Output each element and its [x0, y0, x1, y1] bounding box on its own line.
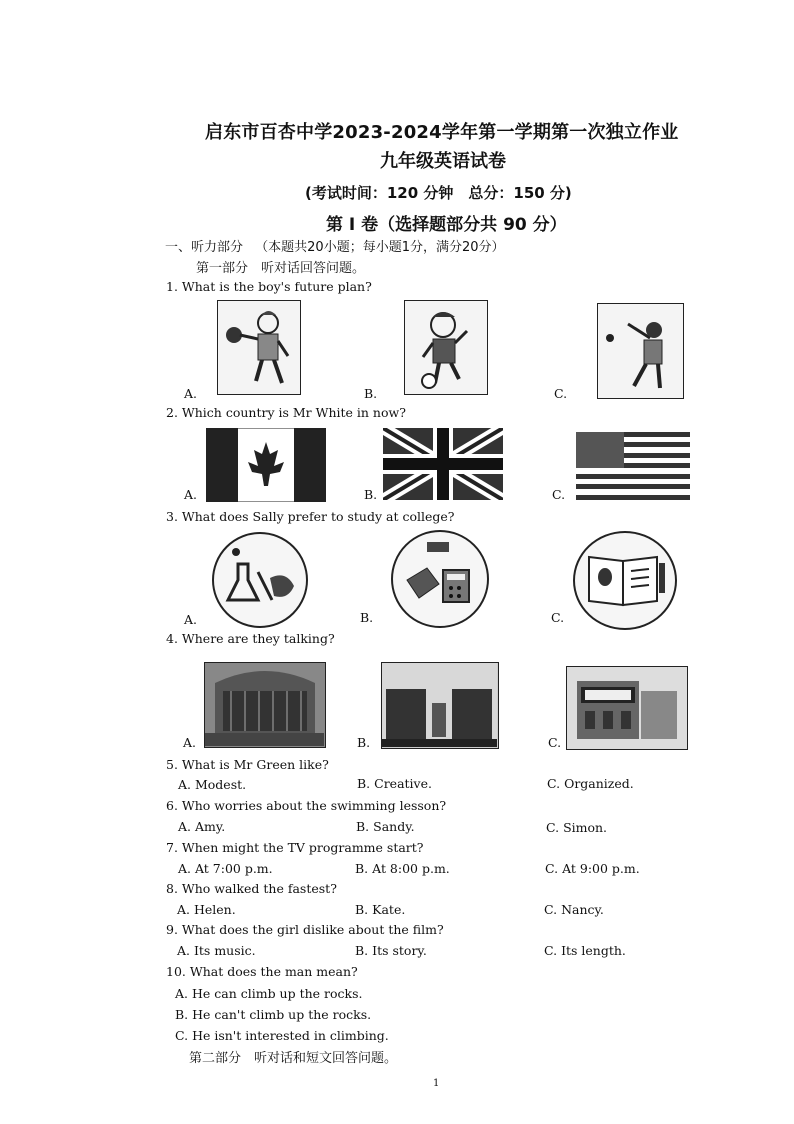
q2-label-c: C.	[552, 487, 566, 502]
question-10: 10. What does the man mean?	[166, 964, 358, 979]
q10-option-a[interactable]: A. He can climb up the rocks.	[175, 986, 363, 1001]
q7-option-b[interactable]: B. At 8:00 p.m.	[355, 861, 450, 876]
cinema-building-image	[566, 666, 688, 750]
question-2: 2. Which country is Mr White in now?	[166, 405, 406, 420]
q3-label-b: B.	[360, 610, 374, 625]
q7-option-c[interactable]: C. At 9:00 p.m.	[545, 861, 640, 876]
q10-option-b[interactable]: B. He can't climb up the rocks.	[175, 1007, 372, 1022]
science-icon-image	[212, 532, 308, 628]
q9-option-b[interactable]: B. Its story.	[355, 943, 427, 958]
q5-option-b[interactable]: B. Creative.	[357, 776, 432, 791]
part1-heading: 第一部分 听对话回答问题。	[196, 261, 366, 276]
question-8: 8. Who walked the fastest?	[166, 881, 337, 896]
q4-label-b: B.	[357, 735, 371, 750]
q3-label-a: A.	[184, 612, 198, 627]
q8-option-a[interactable]: A. Helen.	[177, 902, 236, 917]
q1-label-b: B.	[364, 386, 378, 401]
q9-option-a[interactable]: A. Its music.	[177, 943, 256, 958]
question-4: 4. Where are they talking?	[166, 631, 335, 646]
q1-label-a: A.	[184, 386, 198, 401]
basketball-player-image	[217, 300, 301, 395]
q4-label-a: A.	[183, 735, 197, 750]
q2-label-a: A.	[184, 487, 198, 502]
part2-heading: 第二部分 听对话和短文回答问题。	[189, 1051, 398, 1066]
exam-title: 启东市百杏中学2023-2024学年第一学期第一次独立作业	[205, 122, 679, 143]
usa-flag-image	[576, 432, 690, 500]
section-note: （本题共20小题；每小题1分，满分20分）	[255, 240, 505, 255]
q6-option-a[interactable]: A. Amy.	[178, 819, 226, 834]
question-3: 3. What does Sally prefer to study at college?	[166, 509, 455, 524]
question-6: 6. Who worries about the swimming lesson?	[166, 798, 447, 813]
math-icon-image	[391, 530, 489, 628]
question-1: 1. What is the boy's future plan?	[166, 279, 372, 294]
volume-title: 第 I 卷（选择题部分共 90 分）	[326, 215, 567, 235]
q5-option-c[interactable]: C. Organized.	[547, 776, 634, 791]
exam-subtitle: 九年级英语试卷	[380, 151, 506, 172]
question-5: 5. What is Mr Green like?	[166, 757, 329, 772]
q2-label-b: B.	[364, 487, 378, 502]
baseball-player-image	[597, 303, 684, 399]
q6-option-c[interactable]: C. Simon.	[546, 820, 608, 835]
q9-option-c[interactable]: C. Its length.	[544, 943, 626, 958]
hall-interior-image	[381, 662, 499, 749]
q1-label-c: C.	[554, 386, 568, 401]
section-heading	[165, 236, 505, 255]
q6-option-b[interactable]: B. Sandy.	[356, 819, 415, 834]
q3-label-c: C.	[551, 610, 565, 625]
q8-option-c[interactable]: C. Nancy.	[544, 902, 604, 917]
uk-flag-image	[383, 428, 503, 500]
q8-option-b[interactable]: B. Kate.	[355, 902, 406, 917]
page-number: 1	[433, 1078, 440, 1089]
q4-label-c: C.	[548, 735, 562, 750]
q5-option-a[interactable]: A. Modest.	[178, 777, 247, 792]
books-icon-image	[573, 531, 677, 630]
exam-info: (考试时间：120 分钟 总分：150 分)	[305, 184, 572, 202]
q10-option-c[interactable]: C. He isn't interested in climbing.	[175, 1028, 389, 1043]
soccer-player-image	[404, 300, 488, 395]
question-9: 9. What does the girl dislike about the film?	[166, 922, 444, 937]
canada-flag-image	[206, 428, 326, 502]
question-7: 7. When might the TV programme start?	[166, 840, 424, 855]
theater-building-image	[204, 662, 326, 748]
section-title: 一、听力部分	[165, 240, 244, 255]
q7-option-a[interactable]: A. At 7:00 p.m.	[178, 861, 273, 876]
